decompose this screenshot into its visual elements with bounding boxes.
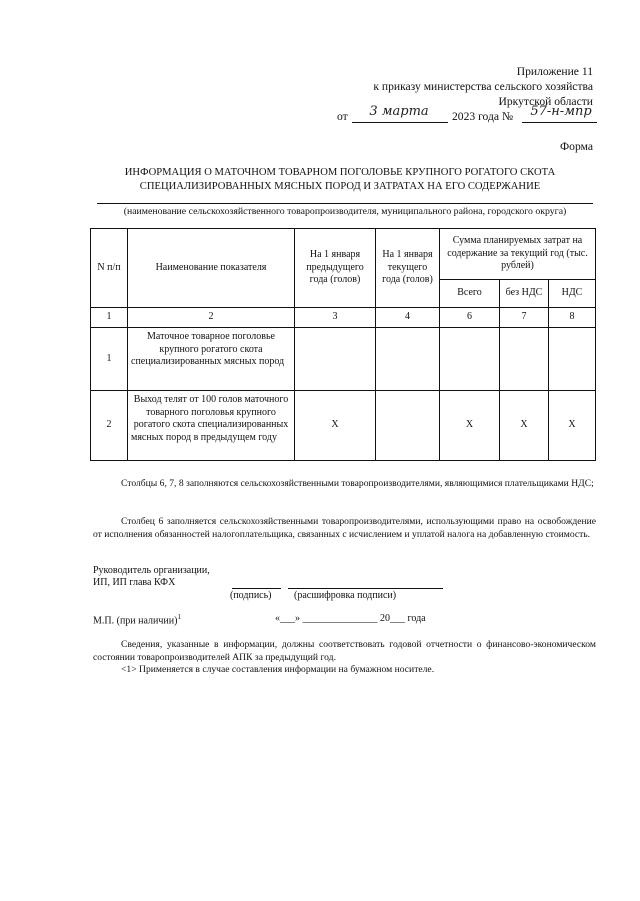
title-line-2: СПЕЦИАЛИЗИРОВАННЫХ МЯСНЫХ ПОРОД И ЗАТРАТАХ НА ЕГО СОДЕРЖАНИЕ <box>139 180 541 192</box>
row-num: 2 <box>91 391 128 461</box>
data-table <box>90 228 596 461</box>
date-prefix: от <box>337 110 348 123</box>
form-label: Форма <box>560 140 593 153</box>
org-name-line <box>97 203 593 204</box>
row-cell-c4 <box>376 328 440 391</box>
signature-decode-caption: (расшифровка подписи) <box>294 590 397 601</box>
column-number: 3 <box>295 308 376 328</box>
org-name-caption: (наименование сельскохозяйственного товаропроизводителя, муниципального района, городского округа) <box>123 206 567 217</box>
col-header-no-vat: без НДС <box>500 280 549 308</box>
row-cell-c6 <box>440 328 500 391</box>
head-label-1: Руководитель организации, <box>93 565 210 576</box>
note-column-6: Столбец 6 заполняется сельскохозяйственными товаропроизводителями, использующими право на освобождение от исполнения обязанностей налогоплательщика, связанных с исчислением и уплатой налога на добавленную стоимость. <box>93 516 596 540</box>
col-header-vat: НДС <box>549 280 596 308</box>
appendix-label: Приложение 11 <box>516 65 593 78</box>
region-label: Иркутской области <box>498 95 593 108</box>
title-line-1: ИНФОРМАЦИЯ О МАТОЧНОМ ТОВАРНОМ ПОГОЛОВЬЕ КРУПНОГО РОГАТОГО СКОТА <box>124 167 556 178</box>
column-number: 6 <box>440 308 500 328</box>
col-header-curr-year: На 1 января текущего года (голов) <box>376 229 440 308</box>
stamp-footnote-ref: 1 <box>177 613 181 621</box>
stamp-text: М.П. (при наличии) <box>93 615 178 627</box>
col-header-costs: Сумма планируемых затрат на содержание за текущий год (тыс. рублей) <box>440 229 596 280</box>
row-cell-c4 <box>376 391 440 461</box>
column-number: 4 <box>376 308 440 328</box>
number-underline <box>522 122 597 123</box>
row-cell-c6: Х <box>440 391 500 461</box>
year-label: 2023 года № <box>452 110 514 123</box>
signature-line <box>232 588 281 589</box>
row-cell-c7 <box>500 328 549 391</box>
column-number: 1 <box>91 308 128 328</box>
column-numbers-row <box>91 308 596 328</box>
col-header-prev-year: На 1 января предыдущего года (голов) <box>295 229 376 308</box>
signature-decode-line <box>288 588 443 589</box>
table-row <box>91 328 596 391</box>
table-row <box>91 391 596 461</box>
note-columns-vat: Столбцы 6, 7, 8 заполняются сельскохозяйственными товаропроизводителями, являющимися плательщиками НДС; <box>121 478 594 489</box>
column-number: 7 <box>500 308 549 328</box>
head-label-2: ИП, ИП глава КФХ <box>93 577 176 588</box>
row-cell-c8: Х <box>549 391 596 461</box>
handwritten-number: 57-н-мпр <box>530 104 592 119</box>
col-header-num: N п/п <box>91 229 128 308</box>
row-name: Выход телят от 100 голов маточного товарного поголовья крупного рогатого скота специализированных мясных пород в предыдущем году <box>128 391 295 461</box>
col-header-total: Всего <box>440 280 500 308</box>
column-number: 2 <box>128 308 295 328</box>
document-title <box>60 166 620 193</box>
order-reference: к приказу министерства сельского хозяйства <box>373 80 593 93</box>
row-cell-c8 <box>549 328 596 391</box>
column-number: 8 <box>549 308 596 328</box>
table-header-row <box>91 229 596 280</box>
signature-caption: (подпись) <box>230 590 272 601</box>
row-name: Маточное товарное поголовье крупного рогатого скота специализированных мясных пород <box>128 328 295 391</box>
stamp-label <box>93 613 181 626</box>
row-cell-c3: Х <box>295 391 376 461</box>
footer-reporting-note: Сведения, указанные в информации, должны соответствовать годовой отчетности о финансово-экономическом состоянии товаропроизводителей АПК за предыдущий год. <box>93 639 596 663</box>
handwritten-date: 3 марта <box>369 104 429 119</box>
row-cell-c3 <box>295 328 376 391</box>
footnote-1: <1> Применяется в случае составления информации на бумажном носителе. <box>121 664 435 675</box>
col-header-name: Наименование показателя <box>128 229 295 308</box>
row-num: 1 <box>91 328 128 391</box>
row-cell-c7: Х <box>500 391 549 461</box>
date-underline <box>352 122 448 123</box>
signature-date-line: «___» _______________ 20___ года <box>275 613 426 624</box>
